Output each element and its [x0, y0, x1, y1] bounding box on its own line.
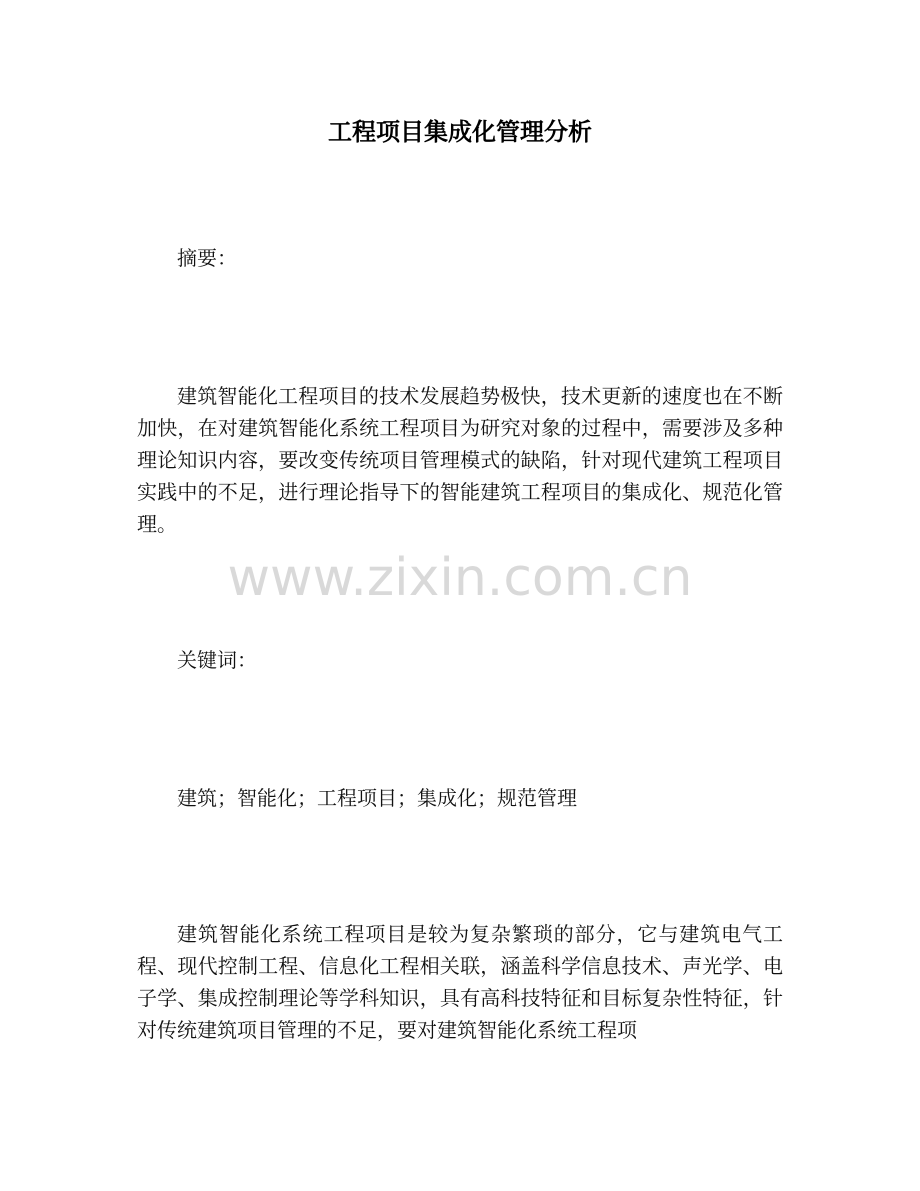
abstract-label: 摘要：: [177, 246, 237, 270]
body-paragraph: 建筑智能化系统工程项目是较为复杂繁琐的部分，它与建筑电气工程、现代控制工程、信息化工程相关联，涵盖科学信息技术、声光学、电子学、集成控制理论等学科知识，具有高科技特征和目标复杂性特征，针对传统建筑项目管理的不足，要对建筑智能化系统工程项: [137, 922, 783, 1042]
keywords-paragraph: 建筑；智能化；工程项目；集成化；规范管理: [177, 786, 577, 810]
abstract-paragraph: 建筑智能化工程项目的技术发展趋势极快，技术更新的速度也在不断加快，在对建筑智能化系统工程项目为研究对象的过程中，需要涉及多种理论知识内容，要改变传统项目管理模式的缺陷，针对现代建筑工程项目实践中的不足，进行理论指导下的智能建筑工程项目的集成化、规范化管理。: [137, 384, 783, 536]
watermark-text: www.zixin.com.cn: [227, 548, 693, 608]
keywords-label: 关键词：: [177, 648, 257, 672]
document-title: 工程项目集成化管理分析: [328, 118, 592, 146]
